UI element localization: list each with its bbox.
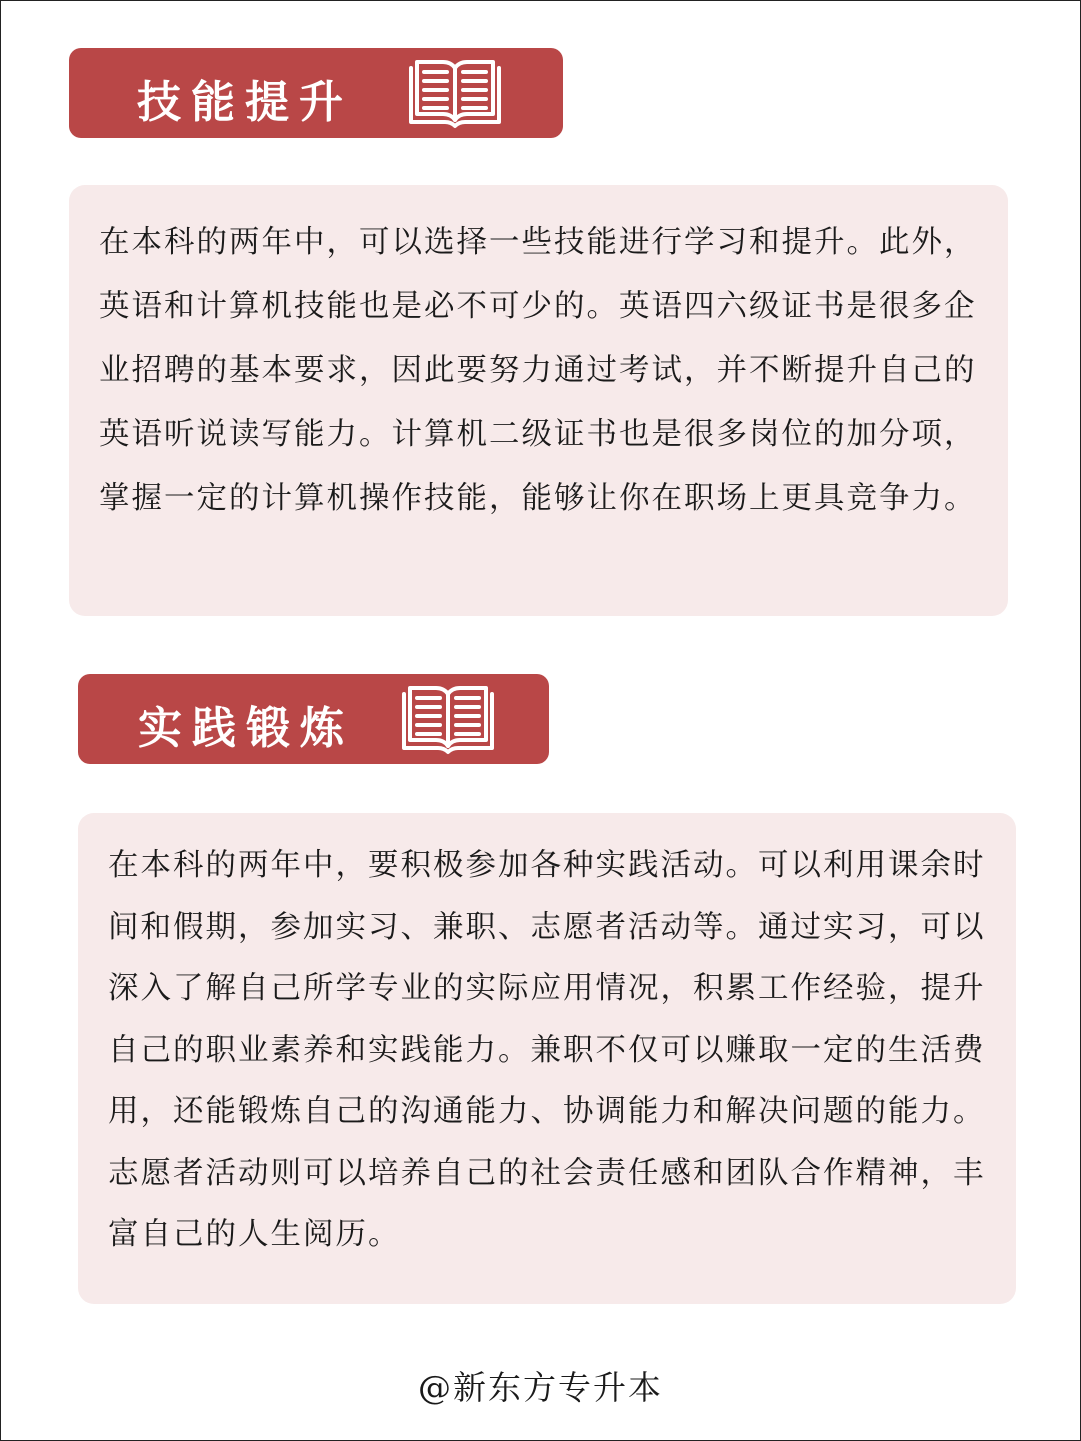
footer-account-name: @新东方专升本 — [418, 1368, 663, 1407]
section-body-text: 在本科的两年中，可以选择一些技能进行学习和提升。此外，英语和计算机技能也是必不可少的。英语四六级证书是很多企业招聘的基本要求，因此要努力通过考试，并不断提升自己的英语听说读写能力。计算机二级证书也是很多岗位的加分项，掌握一定的计算机操作技能，能够让你在职场上更具竞争力。 — [99, 225, 977, 516]
open-book-icon — [398, 684, 498, 760]
section-title: 技能提升 — [137, 77, 353, 128]
section-body-box — [78, 813, 1016, 1304]
section-header-skills — [69, 48, 563, 138]
section-title: 实践锻炼 — [138, 703, 354, 754]
section-body-box — [69, 185, 1008, 616]
open-book-icon — [405, 58, 505, 134]
section-header-practice — [78, 674, 549, 764]
section-body-text: 在本科的两年中，要积极参加各种实践活动。可以利用课余时间和假期，参加实习、兼职、志愿者活动等。通过实习，可以深入了解自己所学专业的实际应用情况，积累工作经验，提升自己的职业素养和实践能力。兼职不仅可以赚取一定的生活费用，还能锻炼自己的沟通能力、协调能力和解决问题的能力。志愿者活动则可以培养自己的社会责任感和团队合作精神，丰富自己的人生阅历。 — [108, 848, 986, 1252]
